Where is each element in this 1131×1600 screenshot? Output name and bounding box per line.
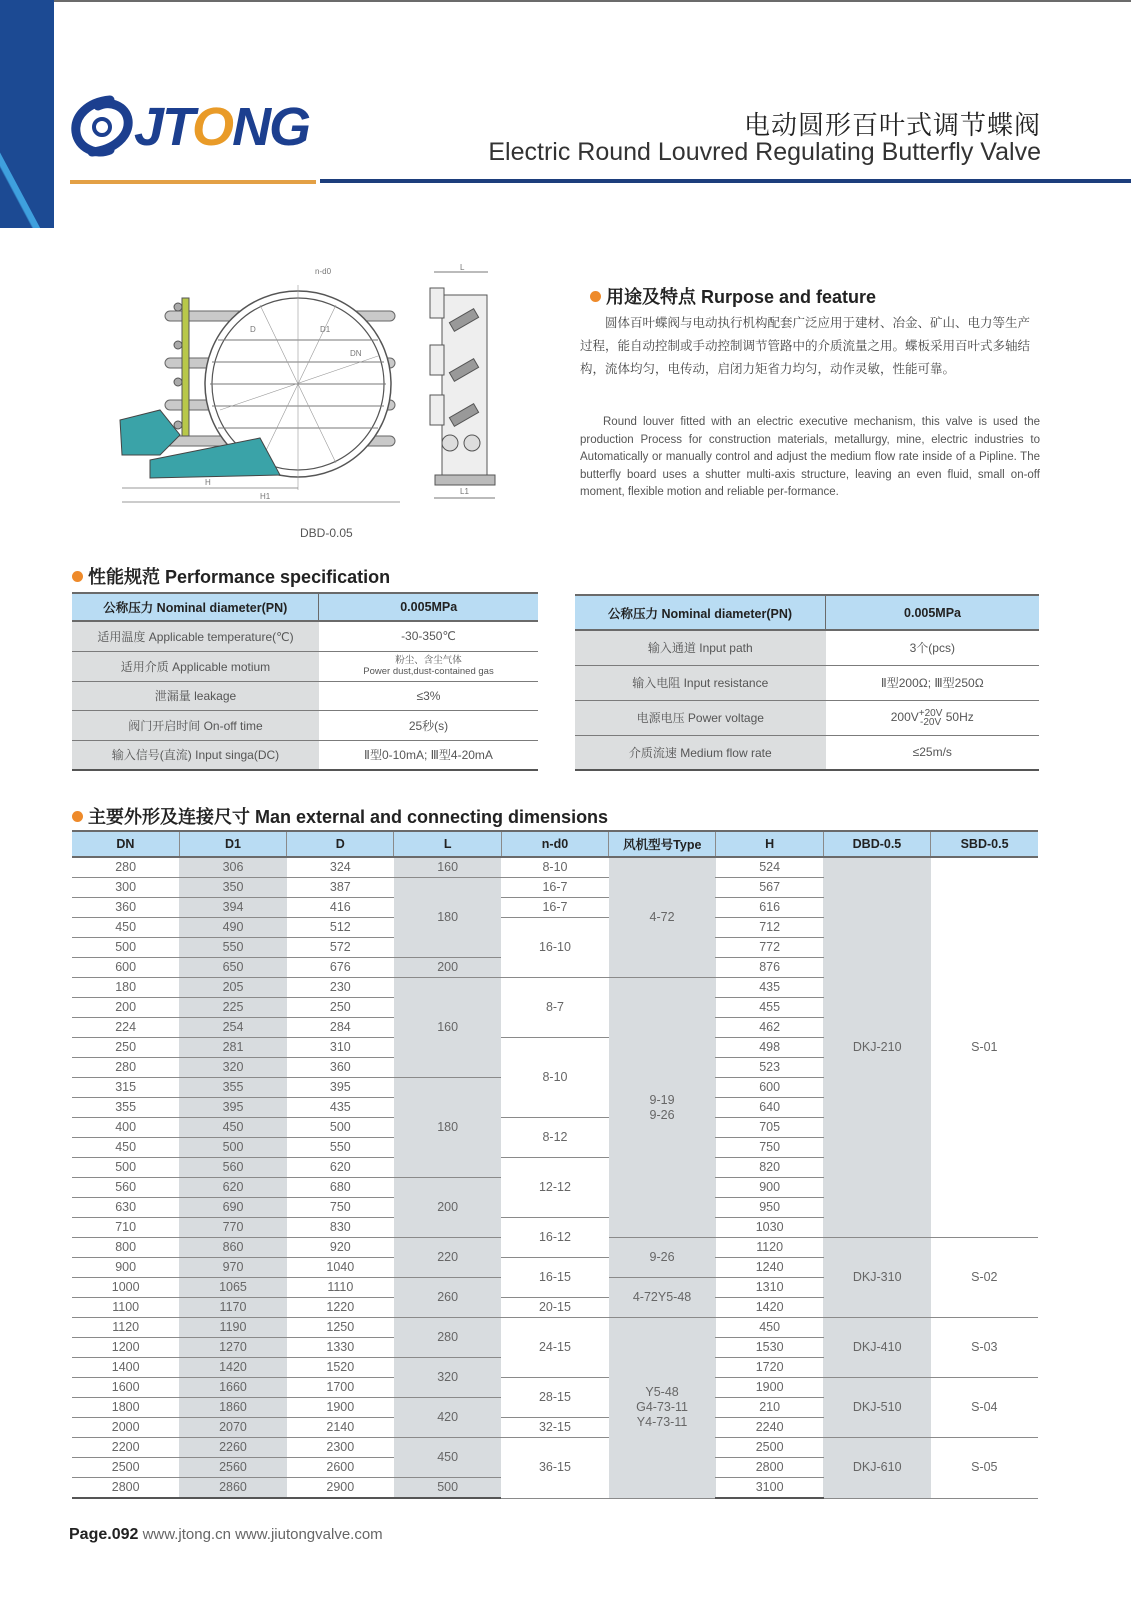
cell-d1: 1270 bbox=[179, 1338, 286, 1358]
cell-dn: 800 bbox=[72, 1238, 179, 1258]
table-row bbox=[575, 665, 1039, 700]
side-view bbox=[430, 263, 495, 498]
table-row bbox=[575, 700, 1039, 735]
cell-d1: 1660 bbox=[179, 1378, 286, 1398]
drawing-caption: DBD-0.05 bbox=[300, 526, 353, 540]
logo-wordmark bbox=[134, 96, 309, 158]
cell-d1: 320 bbox=[179, 1058, 286, 1078]
cell-fan-type: 9-19 9-26 bbox=[609, 978, 716, 1238]
cell-sbd-model: S-03 bbox=[931, 1318, 1038, 1378]
cell-dn: 630 bbox=[72, 1198, 179, 1218]
cell-d: 1040 bbox=[287, 1258, 394, 1278]
cell-d: 2140 bbox=[287, 1418, 394, 1438]
cell-d1: 1860 bbox=[179, 1398, 286, 1418]
cell-d1: 205 bbox=[179, 978, 286, 998]
cell-d: 500 bbox=[287, 1118, 394, 1138]
cell-d1: 350 bbox=[179, 878, 286, 898]
cell-h: 600 bbox=[716, 1078, 823, 1098]
page-title-cn: 电动圆形百叶式调节蝶阀 bbox=[743, 110, 1041, 140]
cell-l: 280 bbox=[394, 1318, 501, 1358]
cell-d1: 2070 bbox=[179, 1418, 286, 1438]
cell-dn: 1400 bbox=[72, 1358, 179, 1378]
page-title-en: Electric Round Louvred Regulating Butterfly Valve bbox=[488, 138, 1041, 166]
spec-title-text: 性能规范 Performance specification bbox=[88, 567, 391, 587]
cell-d: 416 bbox=[287, 898, 394, 918]
spec-value bbox=[319, 651, 538, 681]
cell-d1: 225 bbox=[179, 998, 286, 1018]
voltage-tolerance bbox=[919, 709, 943, 727]
spec-value-en: Power dust,dust-contained gas bbox=[363, 666, 494, 677]
cell-dn: 360 bbox=[72, 898, 179, 918]
cell-n-d0: 12-12 bbox=[501, 1158, 608, 1218]
cell-dn: 1600 bbox=[72, 1378, 179, 1398]
cell-d1: 2260 bbox=[179, 1438, 286, 1458]
cell-dn: 200 bbox=[72, 998, 179, 1018]
cell-dn: 180 bbox=[72, 978, 179, 998]
cell-dn: 710 bbox=[72, 1218, 179, 1238]
cell-dn: 224 bbox=[72, 1018, 179, 1038]
cell-h: 1120 bbox=[716, 1238, 823, 1258]
dimensions-title-text: 主要外形及连接尺寸 Man external and connecting dimensions bbox=[88, 807, 609, 827]
bullet-dot-icon bbox=[590, 291, 601, 302]
header-orange-rule bbox=[70, 180, 316, 184]
cell-d: 1110 bbox=[287, 1278, 394, 1298]
cell-n-d0: 24-15 bbox=[501, 1318, 608, 1378]
spec-value: 3个(pcs) bbox=[826, 630, 1039, 665]
cell-d: 2300 bbox=[287, 1438, 394, 1458]
cell-h: 1530 bbox=[716, 1338, 823, 1358]
spec-section-title bbox=[72, 563, 390, 589]
cell-n-d0: 16-15 bbox=[501, 1258, 608, 1298]
header-value: 0.005MPa bbox=[826, 595, 1039, 630]
header-value: 0.005MPa bbox=[319, 593, 538, 621]
cell-h: 435 bbox=[716, 978, 823, 998]
cell-dn: 1100 bbox=[72, 1298, 179, 1318]
header-key: 公称压力 Nominal diameter(PN) bbox=[72, 593, 319, 621]
cell-d: 550 bbox=[287, 1138, 394, 1158]
spec-key: 输入信号(直流) Input singa(DC) bbox=[72, 740, 319, 770]
cell-d: 1700 bbox=[287, 1378, 394, 1398]
spec-key: 介质流速 Medium flow rate bbox=[575, 735, 826, 770]
cell-d: 395 bbox=[287, 1078, 394, 1098]
table-header-row bbox=[575, 595, 1039, 630]
page-footer bbox=[69, 1526, 383, 1544]
cell-d1: 620 bbox=[179, 1178, 286, 1198]
table-row bbox=[575, 630, 1039, 665]
cell-dn: 280 bbox=[72, 857, 179, 878]
cell-n-d0: 8-7 bbox=[501, 978, 608, 1038]
cell-dn: 450 bbox=[72, 918, 179, 938]
cell-n-d0: 16-7 bbox=[501, 878, 608, 898]
column-header-d1: D1 bbox=[179, 831, 286, 857]
cell-h: 1900 bbox=[716, 1378, 823, 1398]
spec-key: 适用介质 Applicable motium bbox=[72, 651, 319, 681]
logo-swirl-icon bbox=[70, 94, 134, 160]
cell-dn: 2000 bbox=[72, 1418, 179, 1438]
cell-dn: 400 bbox=[72, 1118, 179, 1138]
column-header-n-d0: n-d0 bbox=[501, 831, 608, 857]
cell-h: 524 bbox=[716, 857, 823, 878]
spec-key: 输入电阻 Input resistance bbox=[575, 665, 826, 700]
cell-d1: 970 bbox=[179, 1258, 286, 1278]
logo-text-jt: JT bbox=[134, 97, 193, 157]
spec-key: 输入通道 Input path bbox=[575, 630, 826, 665]
cell-d: 387 bbox=[287, 878, 394, 898]
cell-dbd-actuator: DKJ-210 bbox=[823, 857, 930, 1238]
side-decorative-band bbox=[0, 0, 54, 228]
column-header-sbd: SBD-0.5 bbox=[931, 831, 1038, 857]
cell-dn: 300 bbox=[72, 878, 179, 898]
cell-d: 620 bbox=[287, 1158, 394, 1178]
cell-dn: 355 bbox=[72, 1098, 179, 1118]
cell-l: 160 bbox=[394, 857, 501, 878]
cell-n-d0: 32-15 bbox=[501, 1418, 608, 1438]
cell-h: 2240 bbox=[716, 1418, 823, 1438]
cell-d: 2600 bbox=[287, 1458, 394, 1478]
cell-h: 616 bbox=[716, 898, 823, 918]
cell-h: 750 bbox=[716, 1138, 823, 1158]
cell-h: 640 bbox=[716, 1098, 823, 1118]
cell-dbd-actuator: DKJ-610 bbox=[823, 1438, 930, 1499]
cell-fan-type: Y5-48 G4-73-11 Y4-73-11 bbox=[609, 1318, 716, 1499]
cell-sbd-model: S-04 bbox=[931, 1378, 1038, 1438]
cell-fan-type: 4-72Y5-48 bbox=[609, 1278, 716, 1318]
cell-d: 1330 bbox=[287, 1338, 394, 1358]
cell-d: 1900 bbox=[287, 1398, 394, 1418]
table-row bbox=[72, 1378, 1038, 1398]
spec-value bbox=[826, 700, 1039, 735]
cell-d: 284 bbox=[287, 1018, 394, 1038]
cell-d: 310 bbox=[287, 1038, 394, 1058]
cell-d: 250 bbox=[287, 998, 394, 1018]
cell-h: 1310 bbox=[716, 1278, 823, 1298]
voltage-frequency: 50Hz bbox=[942, 709, 974, 724]
cell-d1: 550 bbox=[179, 938, 286, 958]
cell-d: 360 bbox=[287, 1058, 394, 1078]
label-n-d0: n-d0 bbox=[315, 267, 332, 276]
cell-d: 2900 bbox=[287, 1478, 394, 1499]
cell-d: 572 bbox=[287, 938, 394, 958]
cell-h: 705 bbox=[716, 1118, 823, 1138]
performance-spec-table-1 bbox=[72, 592, 538, 771]
cell-dn: 500 bbox=[72, 938, 179, 958]
cell-d: 230 bbox=[287, 978, 394, 998]
cell-l: 260 bbox=[394, 1278, 501, 1318]
cell-n-d0: 16-12 bbox=[501, 1218, 608, 1258]
cell-dn: 900 bbox=[72, 1258, 179, 1278]
column-header-l: L bbox=[394, 831, 501, 857]
cell-l: 180 bbox=[394, 878, 501, 958]
cell-h: 2800 bbox=[716, 1458, 823, 1478]
cell-n-d0: 20-15 bbox=[501, 1298, 608, 1318]
logo-text-ng: NG bbox=[232, 97, 310, 157]
cell-d1: 254 bbox=[179, 1018, 286, 1038]
cell-d1: 394 bbox=[179, 898, 286, 918]
cell-d: 676 bbox=[287, 958, 394, 978]
cell-sbd-model: S-02 bbox=[931, 1238, 1038, 1318]
spec-key: 适用温度 Applicable temperature(℃) bbox=[72, 621, 319, 651]
cell-h: 450 bbox=[716, 1318, 823, 1338]
label-l: L bbox=[460, 263, 465, 272]
cell-h: 876 bbox=[716, 958, 823, 978]
label-d1: D1 bbox=[320, 325, 331, 334]
cell-d: 1220 bbox=[287, 1298, 394, 1318]
cell-h: 3100 bbox=[716, 1478, 823, 1499]
column-header-dbd: DBD-0.5 bbox=[823, 831, 930, 857]
feature-text-en: Round louver fitted with an electric executive mechanism, this valve is used the production Process for construction materials, metallurgy, mine, electric industries to Automatically or manually control and adjust the medium flow rate inside of a Pipline. The butterfly board uses a shutter multi-axis structure, leaving an even fluid, small on-off moment, flexible motion and reliable per-formance. bbox=[580, 416, 1040, 498]
performance-spec-table-2 bbox=[575, 594, 1039, 771]
label-h1: H1 bbox=[260, 492, 271, 501]
cell-d1: 2860 bbox=[179, 1478, 286, 1499]
bullet-dot-icon bbox=[72, 811, 83, 822]
spec-value: ≤3% bbox=[319, 681, 538, 710]
feature-title-text: 用途及特点 Rurpose and feature bbox=[606, 287, 877, 307]
table-row bbox=[72, 857, 1038, 878]
cell-dn: 600 bbox=[72, 958, 179, 978]
table-row bbox=[72, 1318, 1038, 1338]
cell-d1: 1065 bbox=[179, 1278, 286, 1298]
column-header-d: D bbox=[287, 831, 394, 857]
logo-text-o: O bbox=[192, 97, 233, 157]
cell-d1: 1420 bbox=[179, 1358, 286, 1378]
cell-l: 180 bbox=[394, 1078, 501, 1178]
spec-value: -30-350℃ bbox=[319, 621, 538, 651]
cell-d: 920 bbox=[287, 1238, 394, 1258]
footer-urls: www.jtong.cn www.jiutongvalve.com bbox=[142, 1526, 383, 1543]
cell-d: 1520 bbox=[287, 1358, 394, 1378]
spec-value: Ⅱ型200Ω; Ⅲ型250Ω bbox=[826, 665, 1039, 700]
cell-dn: 1000 bbox=[72, 1278, 179, 1298]
valve-technical-drawing bbox=[110, 260, 520, 530]
table-header-row bbox=[72, 831, 1038, 857]
cell-n-d0: 8-10 bbox=[501, 1038, 608, 1118]
cell-dbd-actuator: DKJ-410 bbox=[823, 1318, 930, 1378]
cell-h: 900 bbox=[716, 1178, 823, 1198]
label-h: H bbox=[205, 478, 211, 487]
cell-d: 680 bbox=[287, 1178, 394, 1198]
column-header-dn: DN bbox=[72, 831, 179, 857]
cell-d: 435 bbox=[287, 1098, 394, 1118]
cell-h: 1240 bbox=[716, 1258, 823, 1278]
cell-d1: 690 bbox=[179, 1198, 286, 1218]
cell-d1: 355 bbox=[179, 1078, 286, 1098]
spec-value: ≤25m/s bbox=[826, 735, 1039, 770]
cell-dn: 450 bbox=[72, 1138, 179, 1158]
feature-text-cn: 圆体百叶蝶阀与电动执行机构配套广泛应用于建材、冶金、矿山、电力等生产过程，能自动控制或手动控制调节管路中的介质流量之用。蝶板采用百叶式多轴结构，流体均匀，电传动，启闭力矩省力均匀，动作灵敏，性能可靠。 bbox=[580, 316, 1031, 376]
cell-d: 750 bbox=[287, 1198, 394, 1218]
cell-dbd-actuator: DKJ-510 bbox=[823, 1378, 930, 1438]
header-blue-rule bbox=[320, 179, 1131, 183]
cell-h: 1420 bbox=[716, 1298, 823, 1318]
cell-n-d0: 16-7 bbox=[501, 898, 608, 918]
cell-dn: 1120 bbox=[72, 1318, 179, 1338]
cell-d1: 560 bbox=[179, 1158, 286, 1178]
cell-h: 2500 bbox=[716, 1438, 823, 1458]
cell-n-d0: 28-15 bbox=[501, 1378, 608, 1418]
cell-d1: 770 bbox=[179, 1218, 286, 1238]
top-border bbox=[54, 0, 1131, 2]
voltage-minus: -20V bbox=[920, 716, 942, 728]
cell-d1: 500 bbox=[179, 1138, 286, 1158]
table-row bbox=[72, 651, 538, 681]
cell-d1: 650 bbox=[179, 958, 286, 978]
cell-dn: 250 bbox=[72, 1038, 179, 1058]
spec-key: 电源电压 Power voltage bbox=[575, 700, 826, 735]
table-header-row bbox=[72, 593, 538, 621]
cell-d1: 395 bbox=[179, 1098, 286, 1118]
cell-l: 320 bbox=[394, 1358, 501, 1398]
cell-d1: 490 bbox=[179, 918, 286, 938]
cell-d1: 2560 bbox=[179, 1458, 286, 1478]
cell-d1: 306 bbox=[179, 857, 286, 878]
table-row bbox=[72, 681, 538, 710]
spec-value-cn: 粉尘、含尘气体 bbox=[395, 655, 462, 666]
voltage-plus: +20V bbox=[918, 707, 943, 719]
cell-dn: 280 bbox=[72, 1058, 179, 1078]
spec-value: 25秒(s) bbox=[319, 710, 538, 740]
cell-l: 160 bbox=[394, 978, 501, 1078]
cell-n-d0: 8-10 bbox=[501, 857, 608, 878]
spec-key: 阀门开启时间 On-off time bbox=[72, 710, 319, 740]
cell-d1: 1190 bbox=[179, 1318, 286, 1338]
cell-h: 498 bbox=[716, 1038, 823, 1058]
page-number: Page.092 bbox=[69, 1526, 139, 1543]
cell-dbd-actuator: DKJ-310 bbox=[823, 1238, 930, 1318]
cell-l: 420 bbox=[394, 1398, 501, 1438]
cell-dn: 1800 bbox=[72, 1398, 179, 1418]
front-view bbox=[120, 267, 400, 502]
cell-l: 450 bbox=[394, 1438, 501, 1478]
cell-h: 210 bbox=[716, 1398, 823, 1418]
spec-value: Ⅱ型0-10mA; Ⅲ型4-20mA bbox=[319, 740, 538, 770]
decorative-stripe bbox=[0, 129, 54, 228]
table-row bbox=[72, 1438, 1038, 1458]
cell-dn: 2500 bbox=[72, 1458, 179, 1478]
cell-d1: 450 bbox=[179, 1118, 286, 1138]
cell-n-d0: 16-10 bbox=[501, 918, 608, 978]
cell-l: 500 bbox=[394, 1478, 501, 1499]
cell-d1: 1170 bbox=[179, 1298, 286, 1318]
cell-h: 772 bbox=[716, 938, 823, 958]
cell-fan-type: 4-72 bbox=[609, 857, 716, 978]
column-header-fan-type: 风机型号Type bbox=[609, 831, 716, 857]
feature-section-title bbox=[590, 283, 876, 309]
cell-h: 1720 bbox=[716, 1358, 823, 1378]
cell-h: 455 bbox=[716, 998, 823, 1018]
cell-h: 1030 bbox=[716, 1218, 823, 1238]
cell-dn: 560 bbox=[72, 1178, 179, 1198]
header-key: 公称压力 Nominal diameter(PN) bbox=[575, 595, 826, 630]
label-d: D bbox=[250, 325, 256, 334]
company-logo bbox=[70, 92, 309, 162]
cell-n-d0: 36-15 bbox=[501, 1438, 608, 1499]
cell-h: 567 bbox=[716, 878, 823, 898]
cell-d1: 860 bbox=[179, 1238, 286, 1258]
cell-dn: 2200 bbox=[72, 1438, 179, 1458]
cell-h: 523 bbox=[716, 1058, 823, 1078]
cell-l: 200 bbox=[394, 1178, 501, 1238]
cell-h: 712 bbox=[716, 918, 823, 938]
cell-l: 220 bbox=[394, 1238, 501, 1278]
table-row bbox=[72, 710, 538, 740]
cell-h: 820 bbox=[716, 1158, 823, 1178]
cell-n-d0: 8-12 bbox=[501, 1118, 608, 1158]
cell-h: 950 bbox=[716, 1198, 823, 1218]
cell-fan-type: 9-26 bbox=[609, 1238, 716, 1278]
column-header-h: H bbox=[716, 831, 823, 857]
cell-dn: 315 bbox=[72, 1078, 179, 1098]
table-row bbox=[72, 621, 538, 651]
table-row bbox=[575, 735, 1039, 770]
cell-d: 512 bbox=[287, 918, 394, 938]
cell-dn: 1200 bbox=[72, 1338, 179, 1358]
label-l1: L1 bbox=[460, 487, 469, 496]
table-row bbox=[72, 740, 538, 770]
cell-d: 1250 bbox=[287, 1318, 394, 1338]
bullet-dot-icon bbox=[72, 571, 83, 582]
label-dn: DN bbox=[350, 349, 362, 358]
cell-d: 324 bbox=[287, 857, 394, 878]
cell-d1: 281 bbox=[179, 1038, 286, 1058]
cell-dn: 2800 bbox=[72, 1478, 179, 1499]
cell-sbd-model: S-05 bbox=[931, 1438, 1038, 1499]
cell-d: 830 bbox=[287, 1218, 394, 1238]
dimensions-table bbox=[72, 830, 1038, 1499]
cell-h: 462 bbox=[716, 1018, 823, 1038]
cell-dn: 500 bbox=[72, 1158, 179, 1178]
cell-sbd-model: S-01 bbox=[931, 857, 1038, 1238]
dimensions-section-title bbox=[72, 803, 608, 829]
cell-l: 200 bbox=[394, 958, 501, 978]
voltage-base: 200V bbox=[890, 709, 919, 724]
spec-key: 泄漏量 leakage bbox=[72, 681, 319, 710]
